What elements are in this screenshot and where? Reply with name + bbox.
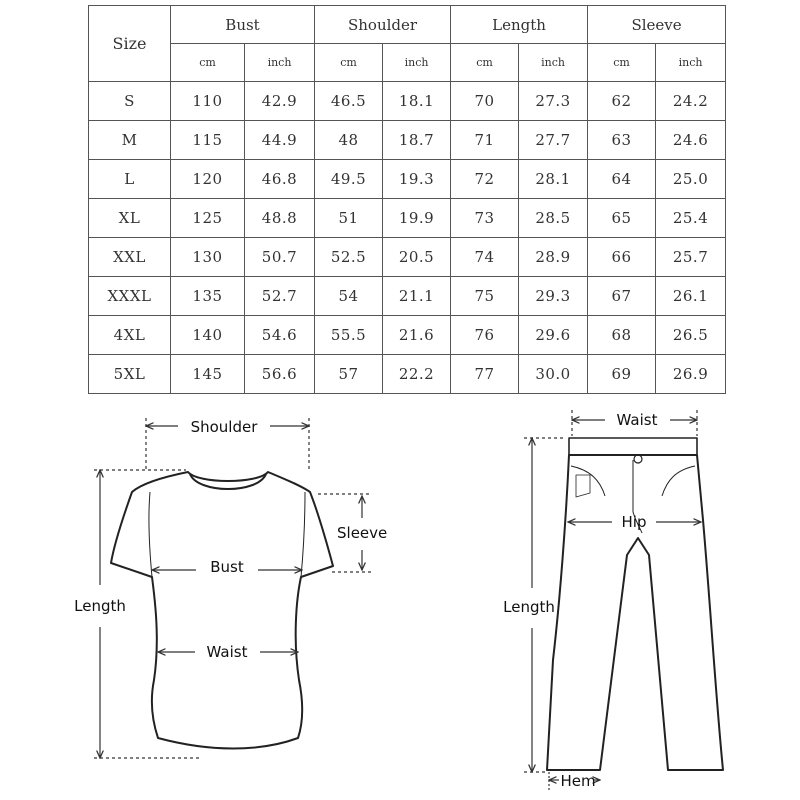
- bust-header: Bust: [171, 6, 315, 44]
- pants-diagram: [547, 438, 723, 770]
- table-cell: 115: [171, 121, 245, 160]
- table-cell: 20.5: [383, 238, 451, 277]
- pants-length-label: Length: [503, 598, 555, 616]
- unit-cm: cm: [451, 44, 519, 82]
- table-cell: 24.2: [656, 82, 726, 121]
- table-cell: 29.6: [519, 316, 588, 355]
- table-cell: 52.5: [315, 238, 383, 277]
- shirt-waist-label: Waist: [206, 643, 248, 661]
- table-cell: 42.9: [245, 82, 315, 121]
- table-cell: 135: [171, 277, 245, 316]
- table-cell: 77: [451, 355, 519, 394]
- table-cell: 29.3: [519, 277, 588, 316]
- unit-inch: inch: [383, 44, 451, 82]
- table-cell: 125: [171, 199, 245, 238]
- length-header: Length: [451, 6, 588, 44]
- table-cell: 74: [451, 238, 519, 277]
- tshirt-left-seam: [149, 492, 152, 577]
- table-cell: 19.3: [383, 160, 451, 199]
- table-cell: 51: [315, 199, 383, 238]
- unit-cm: cm: [171, 44, 245, 82]
- table-cell: 25.7: [656, 238, 726, 277]
- table-cell: 73: [451, 199, 519, 238]
- table-cell: 71: [451, 121, 519, 160]
- table-cell: 69: [588, 355, 656, 394]
- table-cell: 22.2: [383, 355, 451, 394]
- tshirt-right-seam: [301, 492, 305, 577]
- pants-button: [634, 455, 642, 463]
- table-cell: 19.9: [383, 199, 451, 238]
- table-cell: 130: [171, 238, 245, 277]
- table-cell: 120: [171, 160, 245, 199]
- size-cell: 4XL: [89, 316, 171, 355]
- shirt-sleeve-label: Sleeve: [337, 524, 388, 542]
- size-cell: 5XL: [89, 355, 171, 394]
- table-cell: 26.5: [656, 316, 726, 355]
- table-cell: 18.1: [383, 82, 451, 121]
- table-cell: 56.6: [245, 355, 315, 394]
- table-cell: 27.3: [519, 82, 588, 121]
- pants-waistband: [569, 438, 697, 455]
- unit-inch: inch: [656, 44, 726, 82]
- table-cell: 25.4: [656, 199, 726, 238]
- table-cell: 64: [588, 160, 656, 199]
- unit-cm: cm: [315, 44, 383, 82]
- table-cell: 44.9: [245, 121, 315, 160]
- table-cell: 76: [451, 316, 519, 355]
- table-cell: 72: [451, 160, 519, 199]
- size-cell: L: [89, 160, 171, 199]
- shirt-bust-label: Bust: [210, 558, 244, 576]
- table-cell: 28.1: [519, 160, 588, 199]
- sleeve-header: Sleeve: [588, 6, 726, 44]
- table-cell: 49.5: [315, 160, 383, 199]
- table-cell: 54.6: [245, 316, 315, 355]
- table-cell: 68: [588, 316, 656, 355]
- table-cell: 55.5: [315, 316, 383, 355]
- table-cell: 66: [588, 238, 656, 277]
- table-cell: 57: [315, 355, 383, 394]
- size-cell: XXL: [89, 238, 171, 277]
- size-cell: XXXL: [89, 277, 171, 316]
- tshirt-outline: [111, 472, 333, 749]
- pants-hem-label: Hem: [560, 772, 596, 790]
- table-cell: 50.7: [245, 238, 315, 277]
- size-cell: XL: [89, 199, 171, 238]
- table-cell: 65: [588, 199, 656, 238]
- table-cell: 46.8: [245, 160, 315, 199]
- table-cell: 67: [588, 277, 656, 316]
- table-cell: 26.1: [656, 277, 726, 316]
- table-cell: 54: [315, 277, 383, 316]
- table-cell: 48: [315, 121, 383, 160]
- pants-outline: [547, 455, 723, 770]
- pants-hip-label: Hip: [621, 513, 647, 531]
- tshirt-diagram: [111, 472, 333, 749]
- table-cell: 48.8: [245, 199, 315, 238]
- table-cell: 140: [171, 316, 245, 355]
- table-cell: 75: [451, 277, 519, 316]
- size-cell: M: [89, 121, 171, 160]
- unit-inch: inch: [519, 44, 588, 82]
- table-cell: 28.9: [519, 238, 588, 277]
- tshirt-measure-arrows: [94, 418, 372, 758]
- table-cell: 21.6: [383, 316, 451, 355]
- shirt-length-label: Length: [74, 597, 126, 615]
- table-cell: 46.5: [315, 82, 383, 121]
- table-cell: 52.7: [245, 277, 315, 316]
- table-cell: 26.9: [656, 355, 726, 394]
- shirt-shoulder-label: Shoulder: [190, 418, 258, 436]
- unit-cm: cm: [588, 44, 656, 82]
- table-cell: 27.7: [519, 121, 588, 160]
- table-cell: 24.6: [656, 121, 726, 160]
- size-cell: S: [89, 82, 171, 121]
- table-cell: 62: [588, 82, 656, 121]
- table-cell: 110: [171, 82, 245, 121]
- table-cell: 70: [451, 82, 519, 121]
- unit-inch: inch: [245, 44, 315, 82]
- table-cell: 25.0: [656, 160, 726, 199]
- size-column-header: Size: [89, 6, 171, 82]
- shoulder-header: Shoulder: [315, 6, 451, 44]
- table-cell: 30.0: [519, 355, 588, 394]
- pants-waist-label: Waist: [616, 411, 658, 429]
- pants-right-pocket: [662, 466, 695, 496]
- table-cell: 18.7: [383, 121, 451, 160]
- table-cell: 28.5: [519, 199, 588, 238]
- table-cell: 63: [588, 121, 656, 160]
- table-cell: 21.1: [383, 277, 451, 316]
- table-cell: 145: [171, 355, 245, 394]
